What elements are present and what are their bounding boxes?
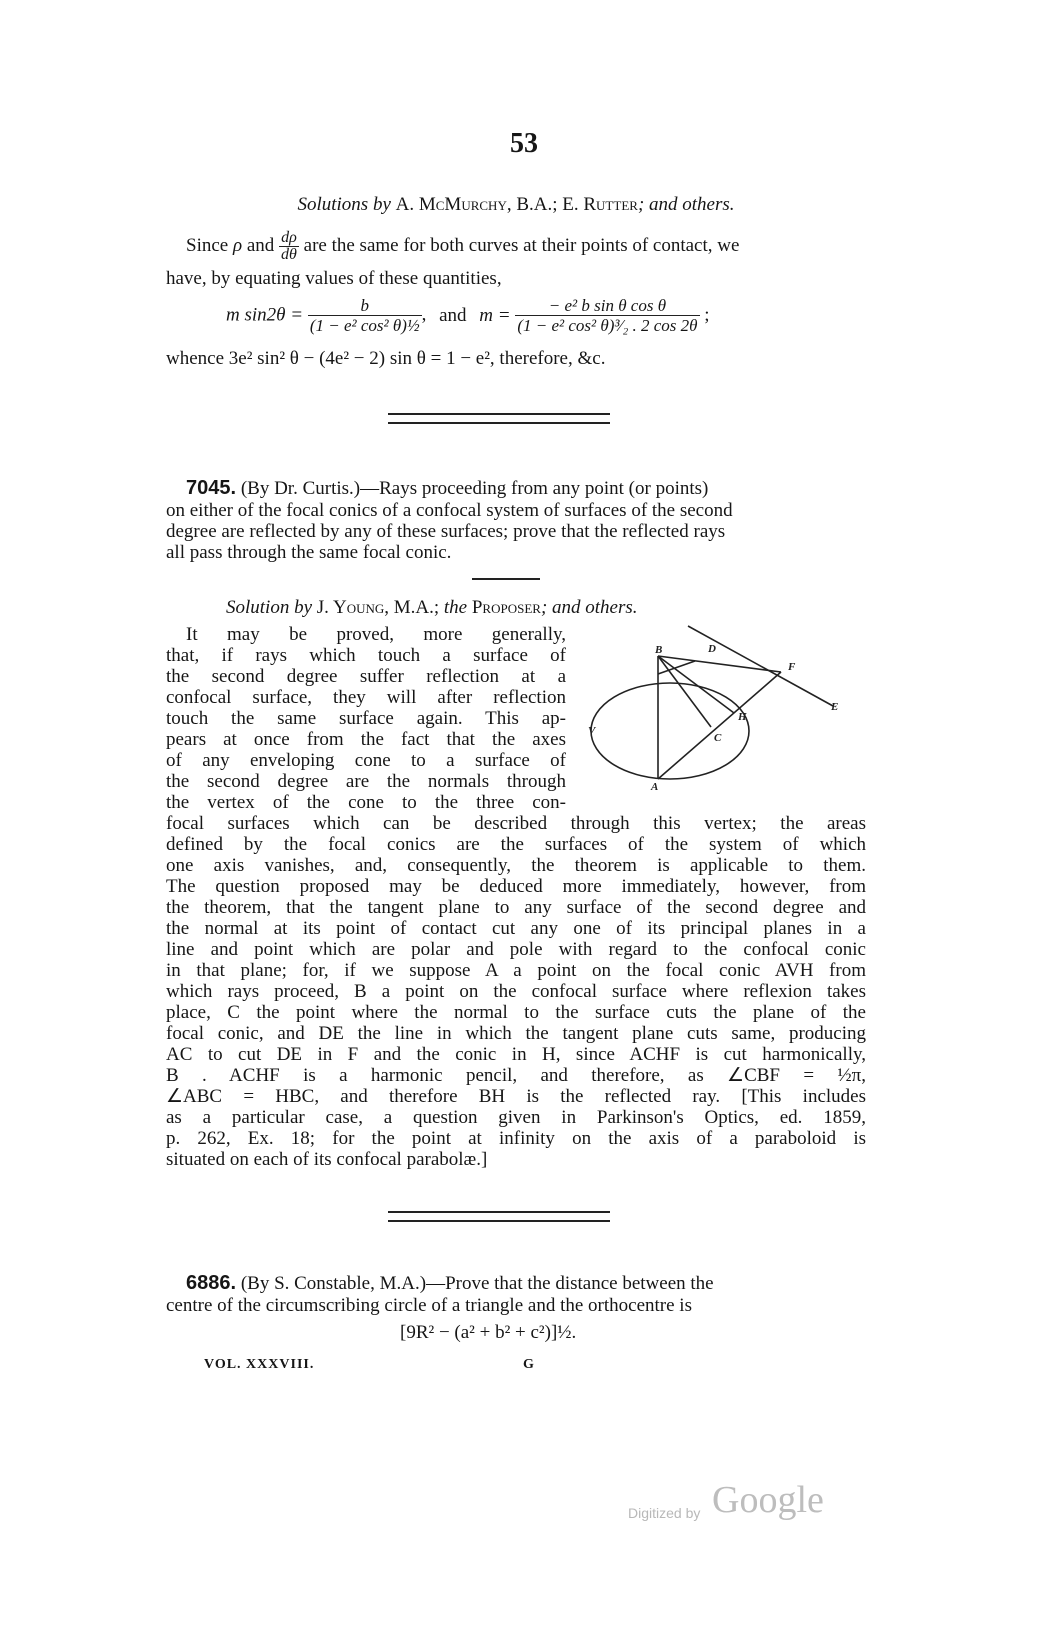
text-line: It may be proved, more generally, bbox=[186, 624, 566, 645]
watermark-digitized: Digitized by bbox=[628, 1505, 701, 1521]
text-line: the normal at its point of contact cut any one of its principal planes in a bbox=[166, 918, 866, 939]
byline-author: A. McMurchy, B.A. bbox=[395, 194, 553, 215]
text-line: the second degree suffer reflection at a bbox=[166, 666, 566, 687]
equation-fraction bbox=[515, 296, 699, 335]
text-line: the second degree are the normals through bbox=[166, 771, 566, 792]
figure-label-e: E bbox=[831, 701, 839, 713]
fraction-denominator: (1 − e² cos² θ)³⁄₂ . 2 cos 2θ bbox=[517, 316, 698, 335]
derivative-fraction bbox=[279, 230, 299, 263]
figure-label-b: B bbox=[655, 644, 663, 656]
byline-prefix: Solution by bbox=[226, 597, 313, 618]
text-fragment: (By Dr. Curtis.)—Rays proceeding from any point (or points) bbox=[240, 478, 709, 499]
text-line: all pass through the same focal conic. bbox=[166, 542, 452, 563]
byline-word: the bbox=[443, 597, 468, 618]
geometry-figure bbox=[585, 614, 860, 794]
text-line: focal surfaces which can be described through this vertex; the areas bbox=[166, 813, 866, 834]
problem-first-line bbox=[186, 1273, 866, 1294]
text-line: one axis vanishes, and, consequently, the theorem is applicable to them. bbox=[166, 855, 866, 876]
text-fragment: Since bbox=[186, 234, 229, 256]
text-line: ∠ABC = HBC, and therefore BH is the reflected ray. [This includes bbox=[166, 1086, 866, 1107]
text-line: in that plane; for, if we suppose A a point on the focal conic AVH from bbox=[166, 960, 866, 981]
text-fragment: (By S. Constable, M.A.)—Prove that the distance between the bbox=[240, 1273, 714, 1294]
equation-fraction bbox=[308, 296, 422, 335]
fraction-numerator: dρ bbox=[279, 230, 299, 247]
byline-author: J. Young, M.A. bbox=[316, 597, 434, 618]
fraction-denominator: dθ bbox=[281, 246, 297, 263]
text-line: of any enveloping cone to a surface of bbox=[166, 750, 566, 771]
figure-label-f: F bbox=[788, 661, 796, 673]
fraction-numerator: − e² b sin θ cos θ bbox=[515, 296, 699, 316]
problem-number: 6886. bbox=[186, 1272, 237, 1294]
figure-label-h: H bbox=[738, 711, 747, 723]
figure-label-a: A bbox=[651, 781, 659, 793]
equation-lhs: m = bbox=[479, 304, 511, 326]
text-line: whence 3e² sin² θ − (4e² − 2) sin θ = 1 − e², therefore, &c. bbox=[166, 348, 606, 369]
signature-mark: G bbox=[523, 1357, 535, 1372]
normal-bc bbox=[658, 656, 711, 727]
byline-suffix: ; and others. bbox=[637, 194, 735, 215]
text-line: as a particular case, a question given in Parkinson's Optics, ed. 1859, bbox=[166, 1107, 866, 1128]
text-line: that, if rays which touch a surface of bbox=[166, 645, 566, 666]
digitized-by-google-watermark bbox=[628, 1478, 838, 1528]
text-line: have, by equating values of these quantities, bbox=[166, 268, 502, 289]
text-line: focal conic, and DE the line in which the tangent plane cuts same, producing bbox=[166, 1023, 866, 1044]
text-fragment: and bbox=[439, 304, 467, 326]
text-line: the vertex of the cone to the three con- bbox=[166, 792, 566, 813]
text-line: B . ACHF is a harmonic pencil, and therefore, as ∠CBF = ½π, bbox=[166, 1065, 866, 1086]
byline-author: E. Rutter bbox=[562, 194, 638, 215]
text-line: line and point which are polar and pole with regard to the confocal conic bbox=[166, 939, 866, 960]
text-line: confocal surface, they will after reflection bbox=[166, 687, 566, 708]
figure-label-c: C bbox=[714, 732, 722, 744]
fraction-denominator: (1 − e² cos² θ)½ bbox=[309, 316, 420, 335]
line-af bbox=[658, 672, 781, 779]
volume-label: VOL. XXXVIII. bbox=[204, 1357, 315, 1372]
text-line: p. 262, Ex. 18; for the point at infinity on the axis of a paraboloid is bbox=[166, 1128, 866, 1149]
figure-label-v: V bbox=[588, 725, 596, 737]
problem-number: 7045. bbox=[186, 477, 237, 499]
problem-first-line bbox=[186, 478, 866, 499]
text-line: centre of the circumscribing circle of a triangle and the orthocentre is bbox=[166, 1295, 692, 1316]
math-symbol: ρ bbox=[232, 234, 243, 256]
equation-lhs: m sin2θ = bbox=[226, 304, 304, 326]
text-line: situated on each of its confocal parabolæ.] bbox=[166, 1149, 488, 1170]
text-line: defined by the focal conics are the surfaces of the system of which bbox=[166, 834, 866, 855]
text-line: degree are reflected by any of these surfaces; prove that the reflected rays bbox=[166, 521, 726, 542]
text-line: on either of the focal conics of a confocal system of surfaces of the second bbox=[166, 500, 733, 521]
text-line: pears at once from the fact that the axes bbox=[166, 729, 566, 750]
text-line: which rays proceed, B a point on the confocal surface where reflexion takes bbox=[166, 981, 866, 1002]
formula: [9R² − (a² + b² + c²)]½. bbox=[400, 1322, 577, 1343]
text-line: touch the same surface again. This ap- bbox=[166, 708, 566, 729]
figure-label-d: D bbox=[708, 643, 716, 655]
text-fragment: ; bbox=[704, 304, 710, 326]
section-divider bbox=[388, 1211, 610, 1222]
equation-line: m sin2θ = $\frac{b}{\text{(1 − e² cos² θ)½}}$ , and m = $\frac{\text{− e² b sin θ cos θ}}{\text{(1 − e² cos² θ)³⁄₂ . 2 cos 2θ}}$ ; bbox=[226, 296, 710, 335]
watermark-google: Google bbox=[712, 1479, 824, 1521]
byline-suffix: ; and others. bbox=[540, 597, 638, 618]
section-divider bbox=[388, 413, 610, 424]
text-fragment: and bbox=[246, 234, 275, 256]
text-line: the theorem, that the tangent plane to any surface of the second degree and bbox=[166, 897, 866, 918]
byline-separator: ; bbox=[433, 597, 440, 618]
text-line: AC to cut DE in F and the conic in H, since ACHF is cut harmonically, bbox=[166, 1044, 866, 1065]
byline-separator: ; bbox=[552, 194, 558, 215]
byline-prefix: Solutions by bbox=[297, 194, 391, 215]
fraction-numerator: b bbox=[308, 296, 422, 316]
short-divider bbox=[472, 578, 540, 580]
solution-byline bbox=[166, 194, 866, 216]
text-line: place, C the point where the normal to the surface cuts the plane of the bbox=[166, 1002, 866, 1023]
text-line: The question proposed may be deduced more immediately, however, from bbox=[166, 876, 866, 897]
text-fragment: are the same for both curves at their points of contact, we bbox=[303, 234, 740, 256]
focal-conic-ellipse bbox=[591, 683, 749, 779]
page-number: 53 bbox=[510, 128, 538, 159]
text-line bbox=[186, 230, 866, 263]
byline-author: Proposer bbox=[471, 597, 541, 618]
